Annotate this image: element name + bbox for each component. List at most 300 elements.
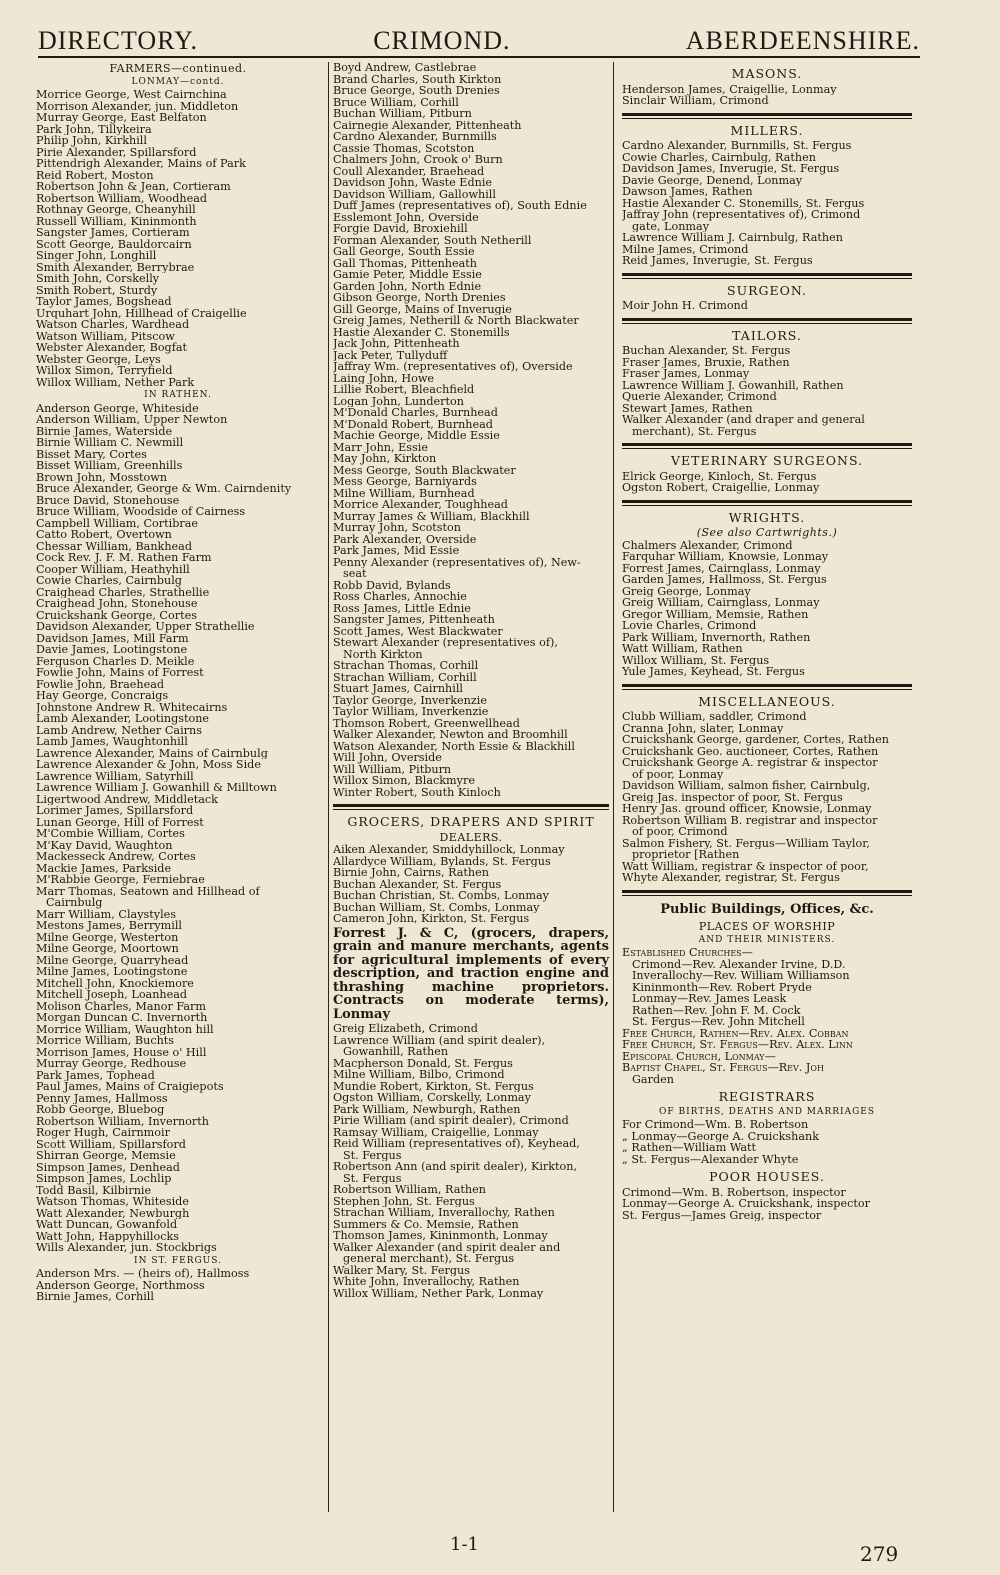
directory-entry: Henry Jas. ground officer, Knowsie, Lonmay xyxy=(622,803,872,815)
directory-entry: Milne James, Lootingstone xyxy=(36,966,188,978)
directory-entry: Watson Alexander, North Essie & Blackhill xyxy=(333,740,575,752)
directory-entry: Park James, Tophead xyxy=(36,1069,155,1081)
section-divider xyxy=(622,684,912,690)
directory-entry: Pirie William (and spirit dealer), Crimond xyxy=(333,1115,569,1127)
directory-entry: Anderson George, Whiteside xyxy=(36,402,199,414)
entry-continuation: gate, Lonmay xyxy=(632,220,710,232)
directory-entry: Chessar William, Bankhead xyxy=(36,540,192,552)
directory-entry: Gill George, Mains of Inverugie xyxy=(333,303,512,315)
entry-continuation: Kininmonth—Rev. Robert Pryde xyxy=(632,981,812,993)
directory-entry: Lonmay—George A. Cruickshank, inspector xyxy=(622,1198,870,1210)
directory-entry: Pirie Alexander, Spillarsford xyxy=(36,146,197,158)
directory-entry: Campbell William, Cortibrae xyxy=(36,517,199,529)
directory-entry: Greig George, Lonmay xyxy=(622,585,751,597)
directory-entry: Will John, Overside xyxy=(333,752,442,764)
section-heading: MISCELLANEOUS. xyxy=(698,693,836,709)
directory-entry: Willox Simon, Blackmyre xyxy=(333,775,475,787)
directory-entry: Walker Alexander (and spirit dealer and xyxy=(333,1241,561,1253)
directory-entry: Simpson James, Lochlip xyxy=(36,1173,172,1185)
directory-entry: Henderson James, Craigellie, Lonmay xyxy=(622,83,837,95)
directory-entry: Forrest James, Cairnglass, Lonmay xyxy=(622,562,821,574)
entry-continuation: general merchant), St. Fergus xyxy=(343,1253,515,1265)
directory-entry: Bisset William, Greenhills xyxy=(36,460,183,472)
directory-entry: Mackie James, Parkside xyxy=(36,862,172,874)
directory-entry: Dawson James, Rathen xyxy=(622,186,753,198)
directory-entry: Jack Peter, Tullyduff xyxy=(333,349,448,361)
directory-entry: Lawrence William J. Gowanhill & Milltown xyxy=(36,782,277,794)
directory-entry: Lawrence William J. Gowanhill, Rathen xyxy=(622,379,844,391)
directory-entry: Ogston Robert, Craigellie, Lonmay xyxy=(622,482,820,494)
directory-entry: M'Rabbie George, Ferniebrae xyxy=(36,874,205,886)
directory-entry: Gregor William, Memsie, Rathen xyxy=(622,608,809,620)
directory-entry: Buchan Alexander, St. Fergus xyxy=(333,878,502,890)
header-center: CRIMOND. xyxy=(373,26,511,55)
directory-entry: Elrick George, Kinloch, St. Fergus xyxy=(622,470,817,482)
entry-continuation: Gowanhill, Rathen xyxy=(343,1046,449,1058)
section-title: PLACES OF WORSHIP xyxy=(698,920,836,933)
directory-entry: Bruce Alexander, George & Wm. Cairndenity xyxy=(36,483,292,495)
directory-entry: Milne George, Moortown xyxy=(36,943,179,955)
directory-entry: Cruickshank George, gardener, Cortes, Rathen xyxy=(622,734,889,746)
directory-entry: Farquhar William, Knowsie, Lonmay xyxy=(622,551,829,563)
directory-entry: M'Kay David, Waughton xyxy=(36,839,173,851)
directory-entry: Bisset Mary, Cortes xyxy=(36,448,147,460)
directory-entry: Sangster James, Cortieram xyxy=(36,227,190,239)
directory-entry: Morrice Alexander, Toughhead xyxy=(333,499,508,511)
directory-entry: Davidson William, salmon fisher, Cairnbulg, xyxy=(622,780,871,792)
directory-entry: Bruce George, South Drenies xyxy=(333,85,500,97)
running-header xyxy=(38,22,920,58)
directory-entry: Lillie Robert, Bleachfield xyxy=(333,384,475,396)
directory-entry: Gall George, South Essie xyxy=(333,246,475,258)
directory-entry: Gibson George, North Drenies xyxy=(333,292,506,304)
directory-entry: Morrice George, West Cairnchina xyxy=(36,89,227,101)
directory-entry: Watt William, Rathen xyxy=(622,643,743,655)
section-subtitle: IN ST. FERGUS. xyxy=(134,1255,222,1266)
directory-entry: Robb David, Bylands xyxy=(333,579,451,591)
directory-entry: Marr William, Claystyles xyxy=(36,908,177,920)
directory-entry: Esslemont John, Overside xyxy=(333,211,479,223)
directory-entry: Salmon Fishery, St. Fergus—William Taylor, xyxy=(622,837,870,849)
directory-entry: Davidson James, Mill Farm xyxy=(36,632,189,644)
section-subtitle: OF BIRTHS, DEATHS AND MARRIAGES xyxy=(658,1106,876,1117)
directory-entry: Cooper William, Heathyhill xyxy=(36,563,190,575)
directory-entry: Morrice William, Waughton hill xyxy=(36,1023,214,1035)
section-heading-major: Public Buildings, Offices, &c. xyxy=(660,901,874,917)
directory-entry: Clubb William, saddler, Crimond xyxy=(622,711,807,723)
directory-entry: Mestons James, Berrymill xyxy=(36,920,182,932)
directory-entry: Willox William, Nether Park, Lonmay xyxy=(333,1287,544,1299)
directory-entry: Gall Thomas, Pittenheath xyxy=(333,257,477,269)
entry-continuation: Crimond—Rev. Alexander Irvine, D.D. xyxy=(632,958,846,970)
directory-entry: Walker Alexander, Newton and Broomhill xyxy=(333,729,568,741)
entry-continuation: merchant), St. Fergus xyxy=(632,425,757,437)
directory-entry: Morrison James, House o' Hill xyxy=(36,1046,207,1058)
directory-entry: Watt Duncan, Gowanfold xyxy=(36,1219,178,1231)
directory-entry: Taylor James, Bogshead xyxy=(36,296,172,308)
entry-continuation: Rathen—Rev. John F. M. Cock xyxy=(632,1004,801,1016)
directory-entry: Cassie Thomas, Scotston xyxy=(333,142,475,154)
entry-continuation: Cairnbulg xyxy=(46,897,103,909)
directory-entry: Anderson George, Northmoss xyxy=(36,1279,205,1291)
directory-entry: Cardno Alexander, Burnmills, St. Fergus xyxy=(622,140,852,152)
directory-entry: Jaffray John (representatives of), Crimond xyxy=(622,209,861,221)
directory-entry: Greig Elizabeth, Crimond xyxy=(333,1023,478,1035)
directory-entry: Hay George, Concraigs xyxy=(36,690,169,702)
directory-entry: Smith John, Corskelly xyxy=(36,273,160,285)
directory-entry: Macpherson Donald, St. Fergus xyxy=(333,1057,513,1069)
directory-entry: Willox William, Nether Park xyxy=(36,376,195,388)
directory-entry: Craighead Charles, Strathellie xyxy=(36,586,210,598)
directory-entry: Birnie John, Cairns, Rathen xyxy=(333,867,489,879)
directory-entry: Ogston William, Corskelly, Lonmay xyxy=(333,1092,531,1104)
directory-entry: Lamb Andrew, Nether Cairns xyxy=(36,724,202,736)
directory-entry: Robertson William, Invernorth xyxy=(36,1115,209,1127)
section-title: FARMERS—continued. xyxy=(109,62,247,75)
directory-entry: Webster George, Leys xyxy=(36,353,161,365)
column-farmers-grocers xyxy=(328,62,614,1512)
directory-entry: Forgie David, Broxiehill xyxy=(333,223,468,235)
entry-continuation: Inverallochy—Rev. William Williamson xyxy=(632,970,850,982)
directory-entry: Singer John, Longhill xyxy=(36,250,157,262)
section-heading: WRIGHTS. xyxy=(728,509,806,525)
directory-entry: Milne William, Bilbo, Crimond xyxy=(333,1069,505,1081)
directory-entry: Strachan William, Corhill xyxy=(333,671,477,683)
directory-entry: Garden John, North Ednie xyxy=(333,280,482,292)
directory-entry: Johnstone Andrew R. Whitecairns xyxy=(36,701,228,713)
directory-entry: Thomson Robert, Greenwellhead xyxy=(333,717,520,729)
directory-entry: Willox Simon, Terryfield xyxy=(36,365,173,377)
directory-entry: Cairnegie Alexander, Pittenheath xyxy=(333,119,522,131)
directory-entry: Thomson James, Kininmonth, Lonmay xyxy=(333,1230,548,1242)
section-subtitle: IN RATHEN. xyxy=(144,390,212,400)
section-heading: GROCERS, DRAPERS AND SPIRIT xyxy=(347,814,595,829)
directory-entry: Mundie Robert, Kirkton, St. Fergus xyxy=(333,1080,534,1092)
directory-entry: Davie James, Lootingstone xyxy=(36,644,188,656)
directory-entry: Davie George, Denend, Lonmay xyxy=(622,174,803,186)
directory-entry: Mitchell John, Knockiemore xyxy=(36,977,194,989)
column-trades-public xyxy=(622,62,912,1512)
directory-entry: Craighead John, Stonehouse xyxy=(36,598,198,610)
directory-entry: Duff James (representatives of), South Ednie xyxy=(333,200,587,212)
church-entry: Episcopal Church, Lonmay— xyxy=(622,1050,776,1062)
directory-entry: Cardno Alexander, Burnmills xyxy=(333,131,497,143)
directory-entry: Park William, Newburgh, Rathen xyxy=(333,1103,521,1115)
directory-entry: Lovie Charles, Crimond xyxy=(622,620,757,632)
directory-entry: Smith Alexander, Berrybrae xyxy=(36,261,195,273)
directory-entry: Paul James, Mains of Craigiepots xyxy=(36,1081,224,1093)
directory-entry: Molison Charles, Manor Farm xyxy=(36,1000,207,1012)
directory-entry: Greig Jas. inspector of poor, St. Fergus xyxy=(622,791,843,803)
signature-mark: 1-1 xyxy=(450,1534,479,1555)
directory-entry: Summers & Co. Memsie, Rathen xyxy=(333,1218,519,1230)
directory-entry: Watt William, registrar & inspector of poor, xyxy=(622,860,869,872)
directory-entry: Machie George, Middle Essie xyxy=(333,430,500,442)
directory-entry: Fowlie John, Braehead xyxy=(36,678,165,690)
directory-entry: Mackesseck Andrew, Cortes xyxy=(36,851,196,863)
directory-entry: Garden James, Hallmoss, St. Fergus xyxy=(622,574,827,586)
directory-entry: Robertson Ann (and spirit dealer), Kirkton, xyxy=(333,1161,578,1173)
section-subtitle: AND THEIR MINISTERS. xyxy=(698,934,836,945)
directory-entry: Laing John, Howe xyxy=(333,372,435,384)
section-heading: MILLERS. xyxy=(730,122,804,138)
directory-entry: Brand Charles, South Kirkton xyxy=(333,73,502,85)
directory-entry: Buchan Alexander, St. Fergus xyxy=(622,345,791,357)
directory-entry: Jack John, Pittenheath xyxy=(333,338,460,350)
directory-entry: Lawrence William J. Cairnbulg, Rathen xyxy=(622,232,843,244)
directory-entry: Cock Rev. J. F. M. Rathen Farm xyxy=(36,552,212,564)
directory-entry: Cowie Charles, Cairnbulg, Rathen xyxy=(622,151,816,163)
directory-entry: Sangster James, Pittenheath xyxy=(333,614,495,626)
directory-entry: Scott George, Bauldorcairn xyxy=(36,238,192,250)
directory-entry: Watson William, Pitscow xyxy=(36,330,175,342)
directory-entry: M'Combie William, Cortes xyxy=(36,828,185,840)
advertisement-entry: Forrest J. & C, (grocers, drapers, grain and manure merchants, agents for agricultural implements of every description, and traction engine and thrashing machine proprietors. Contracts on moderate terms), Lonmay xyxy=(333,925,609,1022)
directory-entry: Davidson James, Inverugie, St. Fergus xyxy=(622,163,840,175)
directory-entry: Lawrence Alexander, Mains of Cairnbulg xyxy=(36,747,268,759)
directory-entry: Scott William, Spillarsford xyxy=(36,1138,186,1150)
directory-entry: Fraser James, Lonmay xyxy=(622,368,750,380)
directory-entry: Allardyce William, Bylands, St. Fergus xyxy=(333,855,551,867)
section-heading: REGISTRARS xyxy=(718,1089,816,1104)
directory-entry: Roger Hugh, Cairnmoir xyxy=(36,1127,170,1139)
directory-entry: Milne George, Quarryhead xyxy=(36,954,189,966)
directory-entry: Greig James, Netherill & North Blackwater xyxy=(333,315,579,327)
directory-entry: Philip John, Kirkhill xyxy=(36,135,147,147)
directory-entry: Hastie Alexander C. Stonemills, St. Fergus xyxy=(622,197,865,209)
directory-entry: Lamb James, Waughtonhill xyxy=(36,736,188,748)
directory-entry: Penny Alexander (representatives of), New- xyxy=(333,556,581,568)
directory-entry: Cruickshank Geo. auctioneer, Cortes, Rathen xyxy=(622,745,879,757)
directory-entry: Buchan William, St. Combs, Lonmay xyxy=(333,901,540,913)
directory-entry: Walker Mary, St. Fergus xyxy=(333,1264,470,1276)
section-divider xyxy=(622,443,912,449)
directory-entry: Lamb Alexander, Lootingstone xyxy=(36,713,210,725)
directory-entry: Reid Robert, Moston xyxy=(36,169,154,181)
directory-entry: Querie Alexander, Crimond xyxy=(622,391,777,403)
directory-entry: Chalmers Alexander, Crimond xyxy=(622,539,793,551)
directory-entry: Cranna John, slater, Lonmay xyxy=(622,722,784,734)
directory-entry: Logan John, Lunderton xyxy=(333,395,464,407)
directory-entry: Shirran George, Memsie xyxy=(36,1150,176,1162)
directory-entry: Stephen John, St. Fergus xyxy=(333,1195,475,1207)
directory-entry: Reid William (representatives of), Keyhead, xyxy=(333,1138,580,1150)
directory-entry: Ferguson Charles D. Meikle xyxy=(36,655,195,667)
directory-entry: Penny James, Hallmoss xyxy=(36,1092,168,1104)
directory-entry: Russell William, Kininmonth xyxy=(36,215,197,227)
directory-entry: Greig William, Cairnglass, Lonmay xyxy=(622,597,820,609)
directory-entry: Ramsay William, Craigellie, Lonmay xyxy=(333,1126,539,1138)
directory-entry: Lunan George, Hill of Forrest xyxy=(36,816,204,828)
directory-entry: Mess George, Barniyards xyxy=(333,476,477,488)
directory-entry: Catto Robert, Overtown xyxy=(36,529,172,541)
directory-entry: Milne James, Crimond xyxy=(622,243,749,255)
directory-entry: Gamie Peter, Middle Essie xyxy=(333,269,482,281)
directory-entry: Morrice William, Buchts xyxy=(36,1035,175,1047)
directory-entry: Boyd Andrew, Castlebrae xyxy=(333,62,477,74)
directory-entry: Chalmers John, Crook o' Burn xyxy=(333,154,503,166)
section-note: (See also Cartwrights.) xyxy=(696,526,838,539)
directory-entry: Lawrence William, Satyrhill xyxy=(36,770,194,782)
directory-entry: Jaffray Wm. (representatives of), Overside xyxy=(333,361,573,373)
directory-entry: M'Donald Charles, Burnhead xyxy=(333,407,498,419)
directory-entry: Yule James, Keyhead, St. Fergus xyxy=(622,666,805,678)
church-entry: Free Church, Rathen—Rev. Alex. Cobban xyxy=(622,1027,849,1039)
entry-continuation: St. Fergus xyxy=(343,1172,402,1184)
directory-entry: Taylor George, Inverkenzie xyxy=(333,694,487,706)
directory-entry: Bruce William, Woodside of Cairness xyxy=(36,506,246,518)
entry-continuation: proprietor [Rathen xyxy=(632,849,740,861)
directory-entry: Murray John, Scotston xyxy=(333,522,461,534)
directory-entry: Lorimer James, Spillarsford xyxy=(36,805,194,817)
directory-entry: Cruickshank George A. registrar & inspector xyxy=(622,757,878,769)
directory-entry: Davidson William, Gallowhill xyxy=(333,188,496,200)
directory-entry: For Crimond—Wm. B. Robertson xyxy=(622,1119,809,1131)
section-subtitle: LONMAY—contd. xyxy=(131,76,225,87)
directory-entry: Reid James, Inverugie, St. Fergus xyxy=(622,255,813,267)
directory-entry: Fraser James, Bruxie, Rathen xyxy=(622,356,790,368)
directory-entry: „ Lonmay—George A. Cruickshank xyxy=(622,1130,820,1142)
column-farmers xyxy=(36,62,320,1502)
directory-entry: Ross Charles, Annochie xyxy=(333,591,467,603)
church-entry: Established Churches— xyxy=(622,947,753,959)
directory-entry: M'Donald Robert, Burnhead xyxy=(333,418,493,430)
directory-entry: Stuart James, Cairnhill xyxy=(333,683,463,695)
directory-entry: Walker Alexander (and draper and general xyxy=(622,414,865,426)
directory-entry: Rothnay George, Cheanyhill xyxy=(36,204,196,216)
directory-entry: „ Rathen—William Watt xyxy=(622,1142,757,1154)
entry-continuation: Garden xyxy=(632,1073,674,1085)
directory-entry: Watt John, Happyhillocks xyxy=(36,1230,180,1242)
directory-entry: Watson Charles, Wardhead xyxy=(36,319,190,331)
directory-entry: Bruce William, Corhill xyxy=(333,96,459,108)
directory-entry: Whyte Alexander, registrar, St. Fergus xyxy=(622,872,840,884)
entry-continuation: North Kirkton xyxy=(343,648,423,660)
directory-entry: Marr John, Essie xyxy=(333,441,428,453)
section-heading: TAILORS. xyxy=(732,327,802,343)
directory-entry: Scott James, West Blackwater xyxy=(333,625,503,637)
section-heading: VETERINARY SURGEONS. xyxy=(670,453,864,468)
directory-entry: White John, Inverallochy, Rathen xyxy=(333,1276,520,1288)
directory-entry: Anderson William, Upper Newton xyxy=(36,414,228,426)
section-heading: SURGEON. xyxy=(727,282,807,298)
directory-entry: Bruce David, Stonehouse xyxy=(36,494,180,506)
church-entry: Baptist Chapel, St. Fergus—Rev. Joh xyxy=(622,1062,824,1074)
directory-entry: Cameron John, Kirkton, St. Fergus xyxy=(333,913,530,925)
directory-entry: Hastie Alexander C. Stonemills xyxy=(333,326,510,338)
directory-entry: Urquhart John, Hillhead of Craigellie xyxy=(36,307,247,319)
entry-continuation: Lonmay—Rev. James Leask xyxy=(632,993,787,1005)
section-divider xyxy=(333,804,609,810)
directory-entry: Park William, Invernorth, Rathen xyxy=(622,631,811,643)
directory-entry: Lawrence William (and spirit dealer), xyxy=(333,1034,546,1046)
directory-entry: Murray George, East Belfaton xyxy=(36,112,207,124)
directory-entry: Taylor William, Inverkenzie xyxy=(333,706,489,718)
section-heading: MASONS. xyxy=(731,66,803,81)
section-divider xyxy=(622,113,912,119)
directory-entry: Park James, Mid Essie xyxy=(333,545,460,557)
directory-entry: Milne George, Westerton xyxy=(36,931,179,943)
directory-entry: Lawrence Alexander & John, Moss Side xyxy=(36,759,261,771)
directory-entry: Mess George, South Blackwater xyxy=(333,464,516,476)
section-divider xyxy=(622,318,912,324)
directory-entry: Stewart Alexander (representatives of), xyxy=(333,637,558,649)
page-number: 279 xyxy=(860,1542,899,1566)
directory-entry: Park John, Tillykeira xyxy=(36,123,152,135)
directory-entry: Cruickshank George, Cortes xyxy=(36,609,197,621)
directory-entry: Murray James & William, Blackhill xyxy=(333,510,530,522)
directory-entry: Mitchell Joseph, Loanhead xyxy=(36,989,188,1001)
directory-entry: Davidson Alexander, Upper Strathellie xyxy=(36,621,255,633)
directory-entry: Robertson William, Rathen xyxy=(333,1184,486,1196)
directory-entry: Aiken Alexander, Smiddyhillock, Lonmay xyxy=(333,844,565,856)
directory-entry: Crimond—Wm. B. Robertson, inspector xyxy=(622,1186,846,1198)
section-divider xyxy=(622,890,912,896)
directory-entry: Robertson John & Jean, Cortieram xyxy=(36,181,231,193)
church-entry: Free Church, St. Fergus—Rev. Alex. Linn xyxy=(622,1039,853,1051)
directory-entry: Buchan William, Pitburn xyxy=(333,108,472,120)
directory-entry: Murray George, Redhouse xyxy=(36,1058,187,1070)
directory-entry: Morgan Duncan C. Invernorth xyxy=(36,1012,208,1024)
directory-entry: Cowie Charles, Cairnbulg xyxy=(36,575,182,587)
entry-continuation: seat xyxy=(343,568,367,580)
directory-entry: Milne William, Burnhead xyxy=(333,487,475,499)
header-right: ABERDEENSHIRE. xyxy=(685,26,920,55)
section-heading: POOR HOUSES. xyxy=(709,1169,825,1184)
directory-entry: Brown John, Mosstown xyxy=(36,471,168,483)
directory-entry: Will William, Pitburn xyxy=(333,763,452,775)
directory-entry: Willox William, St. Fergus xyxy=(622,654,770,666)
directory-entry: Watson Thomas, Whiteside xyxy=(36,1196,189,1208)
directory-entry: Birnie William C. Newmill xyxy=(36,437,184,449)
directory-entry: Park Alexander, Overside xyxy=(333,533,477,545)
directory-entry: Sinclair William, Crimond xyxy=(622,95,769,107)
entry-continuation: St. Fergus xyxy=(343,1149,402,1161)
directory-entry: Birnie James, Corhill xyxy=(36,1291,154,1303)
entry-continuation: St. Fergus—Rev. John Mitchell xyxy=(632,1016,805,1028)
directory-entry: Morrison Alexander, jun. Middleton xyxy=(36,100,239,112)
directory-entry: Coull Alexander, Braehead xyxy=(333,165,485,177)
directory-entry: Ross James, Little Ednie xyxy=(333,602,471,614)
directory-entry: Ligertwood Andrew, Middletack xyxy=(36,793,218,805)
directory-entry: Stewart James, Rathen xyxy=(622,402,753,414)
directory-entry: Webster Alexander, Bogfat xyxy=(36,342,188,354)
directory-entry: Pittendrigh Alexander, Mains of Park xyxy=(36,158,246,170)
directory-entry: Robertson William B. registrar and inspector xyxy=(622,814,878,826)
directory-entry: Robertson William, Woodhead xyxy=(36,192,208,204)
directory-entry: Moir John H. Crimond xyxy=(622,300,748,312)
header-left: DIRECTORY. xyxy=(38,26,199,55)
directory-entry: Marr Thomas, Seatown and Hillhead of xyxy=(36,885,260,897)
entry-continuation: of poor, Crimond xyxy=(632,826,728,838)
directory-entry: Buchan Christian, St. Combs, Lonmay xyxy=(333,890,549,902)
directory-entry: May John, Kirkton xyxy=(333,453,437,465)
directory-entry: „ St. Fergus—Alexander Whyte xyxy=(622,1153,799,1165)
section-title: DEALERS. xyxy=(439,830,503,844)
directory-entry: Strachan William, Inverallochy, Rathen xyxy=(333,1207,555,1219)
directory-entry: Strachan Thomas, Corhill xyxy=(333,660,479,672)
directory-entry: Smith Robert, Sturdy xyxy=(36,284,158,296)
directory-entry: Simpson James, Denhead xyxy=(36,1161,180,1173)
directory-entry: Birnie James, Waterside xyxy=(36,425,173,437)
directory-entry: Davidson John, Waste Ednie xyxy=(333,177,493,189)
directory-entry: Robb George, Bluebog xyxy=(36,1104,165,1116)
directory-entry: Fowlie John, Mains of Forrest xyxy=(36,667,204,679)
directory-entry: Wills Alexander, jun. Stockbrigs xyxy=(36,1242,217,1254)
directory-entry: St. Fergus—James Greig, inspector xyxy=(622,1209,822,1221)
directory-entry: Watt Alexander, Newburgh xyxy=(36,1207,190,1219)
directory-entry: Anderson Mrs. — (heirs of), Hallmoss xyxy=(36,1268,250,1280)
